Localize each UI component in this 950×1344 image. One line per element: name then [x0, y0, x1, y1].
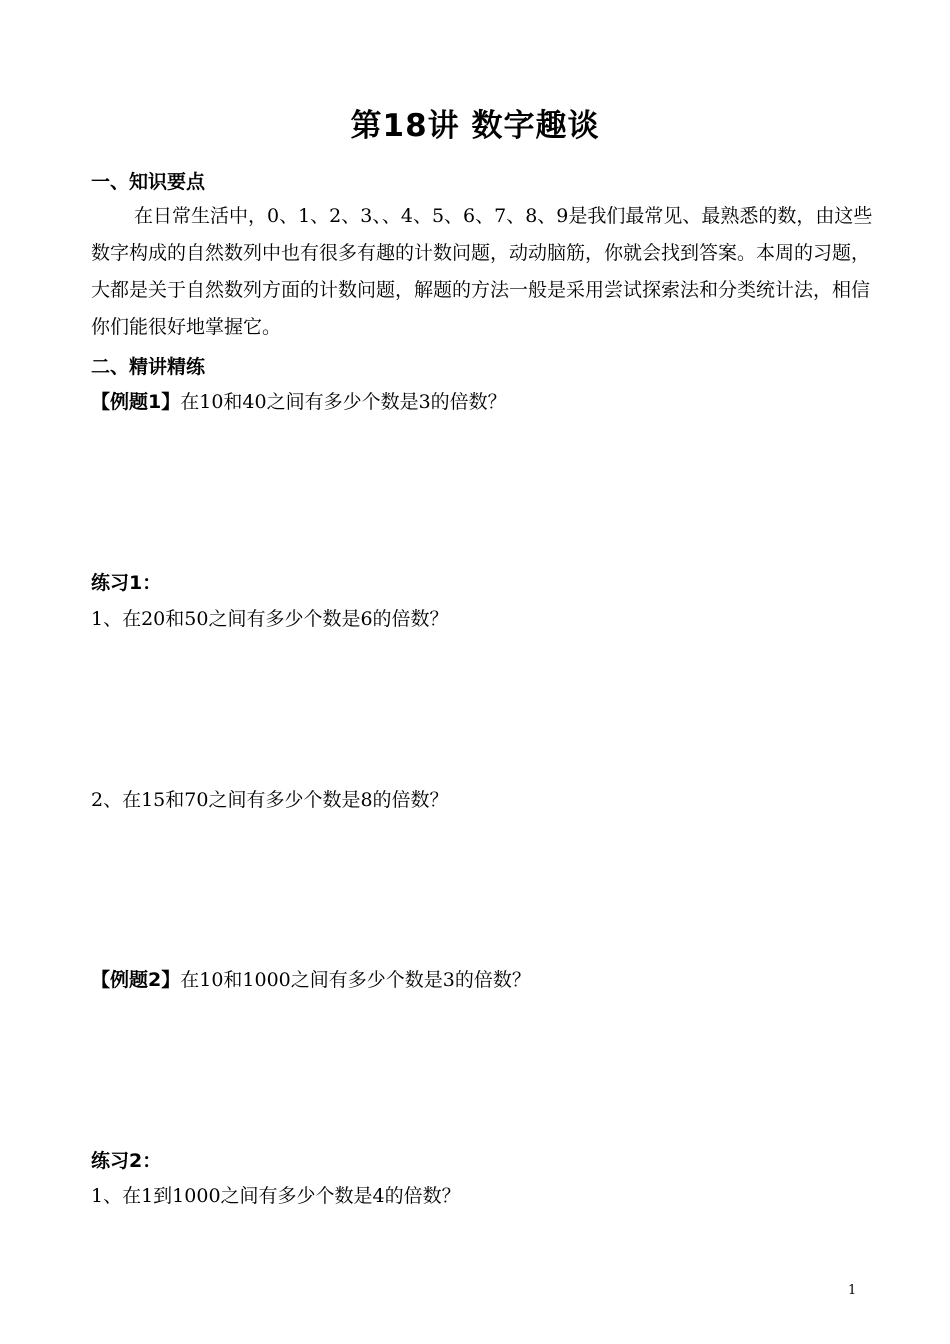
example-1-text: 在10和40之间有多少个数是3的倍数？ — [180, 391, 507, 413]
example-2-text: 在10和1000之间有多少个数是3的倍数？ — [180, 969, 531, 991]
practice-1-heading: 练习1： — [91, 572, 162, 594]
example-2 — [91, 965, 531, 992]
section-heading-practice: 二、精讲精练 — [91, 356, 206, 378]
page-number: 1 — [848, 1283, 857, 1298]
section-heading-knowledge: 一、知识要点 — [91, 171, 206, 193]
example-1-label: 【例题1】 — [91, 391, 181, 413]
example-1 — [91, 387, 507, 414]
intro-paragraph — [91, 198, 881, 346]
practice-1-item-1: 1、在20和50之间有多少个数是6的倍数？ — [91, 608, 449, 630]
page-title: 第18讲 数字趣谈 — [350, 108, 600, 144]
intro-text: 在日常生活中，0、1、2、3、、4、5、6、7、8、9是我们最常见、最熟悉的数，由这些数字构成的自然数列中也有很多有趣的计数问题，动动脑筋，你就会找到答案。本周的习题，大都是关于自然数列方面的计数问题，解题的方法一般是采用尝试探索法和分类统计法，相信你们能很好地掌握它。 — [91, 205, 873, 338]
practice-1-item-2: 2、在15和70之间有多少个数是8的倍数？ — [91, 789, 449, 811]
example-2-label: 【例题2】 — [91, 969, 181, 991]
practice-2-item-1: 1、在1到1000之间有多少个数是4的倍数？ — [91, 1185, 461, 1207]
practice-2-heading: 练习2： — [91, 1150, 162, 1172]
